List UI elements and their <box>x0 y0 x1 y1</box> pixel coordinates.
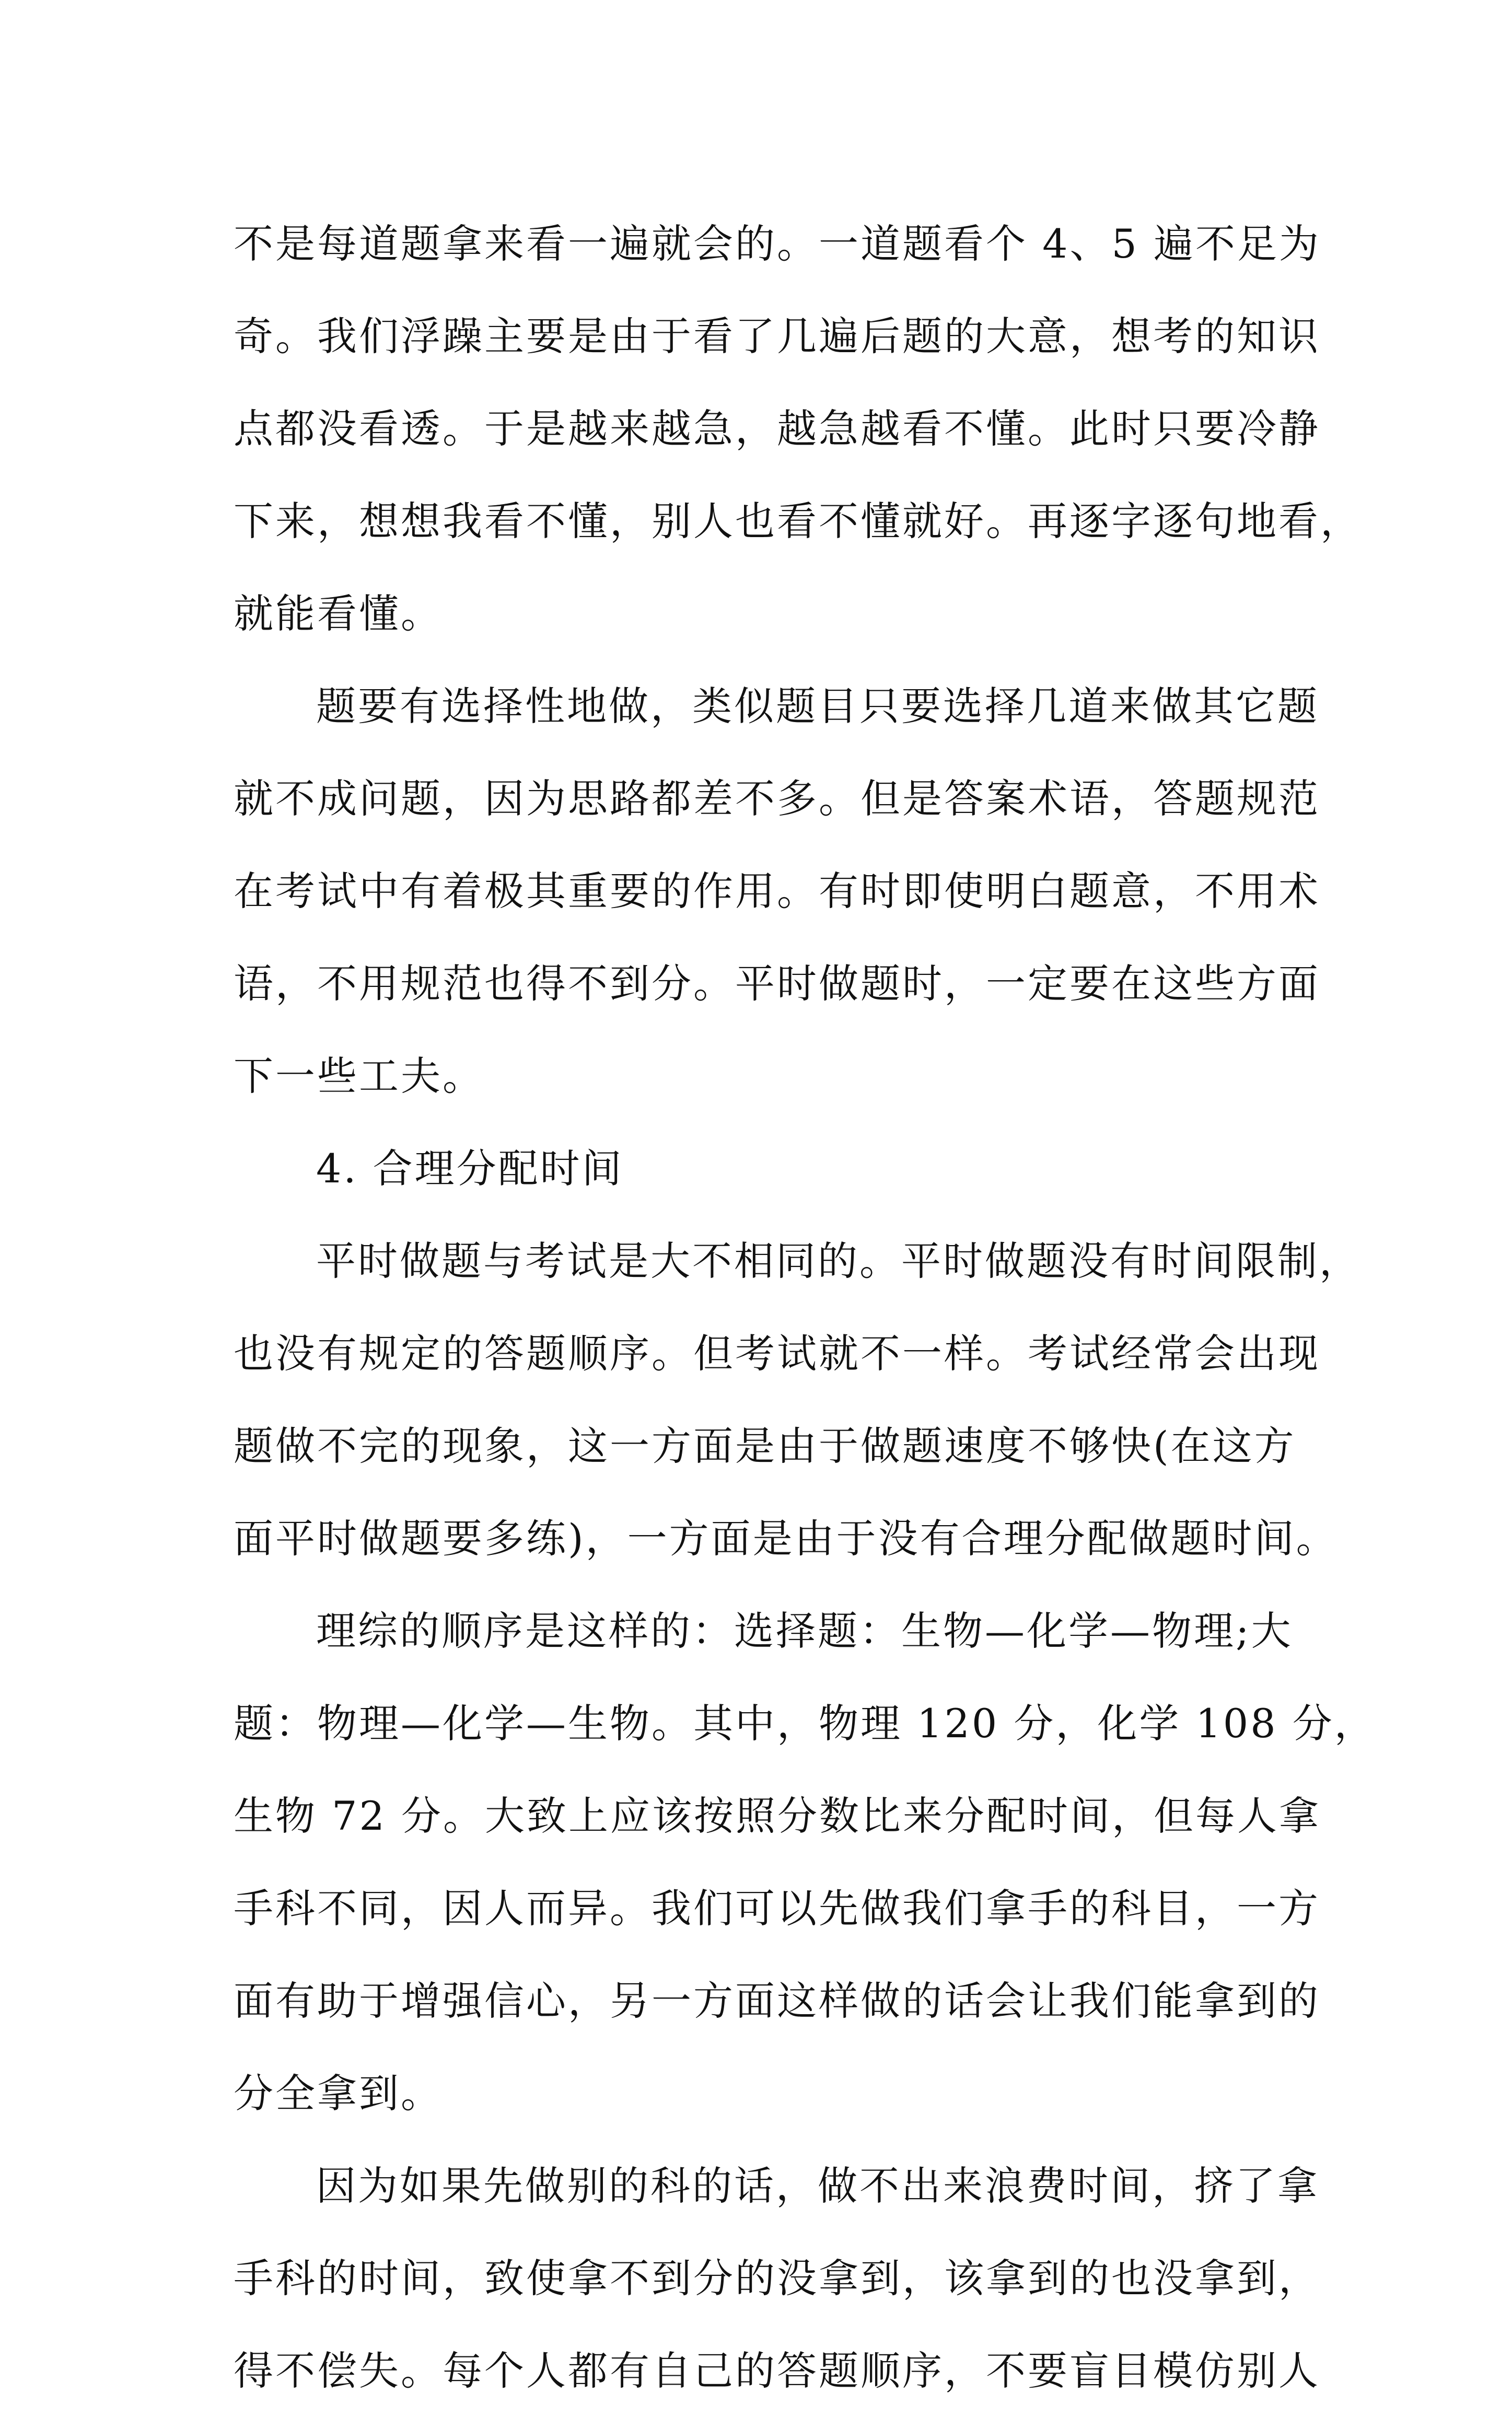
paragraph <box>234 197 1362 660</box>
text-line: 题做不完的现象，这一方面是由于做题速度不够快(在这方 <box>234 1423 1296 1469</box>
text-line: 下来，想想我看不懂，别人也看不懂就好。再逐字逐句地看， <box>234 498 1362 544</box>
text-line: 在考试中有着极其重要的作用。有时即使明白题意，不用术 <box>234 868 1320 914</box>
text-line: 生物 72 分。大致上应该按照分数比来分配时间，但每人拿 <box>234 1793 1321 1839</box>
paragraph <box>234 2140 1320 2417</box>
paragraph <box>234 1215 1361 1585</box>
text-line: 就能看懂。 <box>234 590 443 637</box>
text-line: 题：物理—化学—生物。其中，物理 120 分，化学 108 分， <box>234 1700 1376 1747</box>
text-line: 也没有规定的答题顺序。但考试就不一样。考试经常会出现 <box>234 1330 1320 1377</box>
text-line: 理综的顺序是这样的：选择题：生物—化学—物理;大 <box>316 1608 1293 1654</box>
document-body <box>234 197 1376 2417</box>
text-line: 题要有选择性地做，类似题目只要选择几道来做其它题 <box>316 683 1319 729</box>
text-line: 点都没看透。于是越来越急，越急越看不懂。此时只要冷静 <box>234 405 1320 452</box>
paragraph <box>234 660 1320 1122</box>
text-line: 手科不同，因人而异。我们可以先做我们拿手的科目，一方 <box>234 1885 1320 1932</box>
text-line: 手科的时间，致使拿不到分的没拿到，该拿到的也没拿到， <box>234 2255 1320 2302</box>
text-line: 因为如果先做别的科的话，做不出来浪费时间，挤了拿 <box>316 2163 1319 2209</box>
text-line: 语，不用规范也得不到分。平时做题时，一定要在这些方面 <box>234 960 1320 1007</box>
text-line: 得不偿失。每个人都有自己的答题顺序，不要盲目模仿别人 <box>234 2348 1320 2394</box>
text-line: 面平时做题要多练)，一方面是由于没有合理分配做题时间。 <box>234 1515 1338 1562</box>
section-heading-text: 4. 合理分配时间 <box>316 1145 624 1192</box>
text-line: 就不成问题，因为思路都差不多。但是答案术语，答题规范 <box>234 775 1320 822</box>
text-line: 平时做题与考试是大不相同的。平时做题没有时间限制， <box>316 1238 1361 1284</box>
text-line: 下一些工夫。 <box>234 1053 484 1099</box>
text-line: 不是每道题拿来看一遍就会的。一道题看个 4、5 遍不足为 <box>234 220 1321 267</box>
section-heading <box>234 1122 1289 1215</box>
text-line: 奇。我们浮躁主要是由于看了几遍后题的大意，想考的知识 <box>234 313 1320 359</box>
paragraph <box>234 1585 1376 2140</box>
text-line: 分全拿到。 <box>234 2070 443 2117</box>
text-line: 面有助于增强信心，另一方面这样做的话会让我们能拿到的 <box>234 1978 1320 2024</box>
